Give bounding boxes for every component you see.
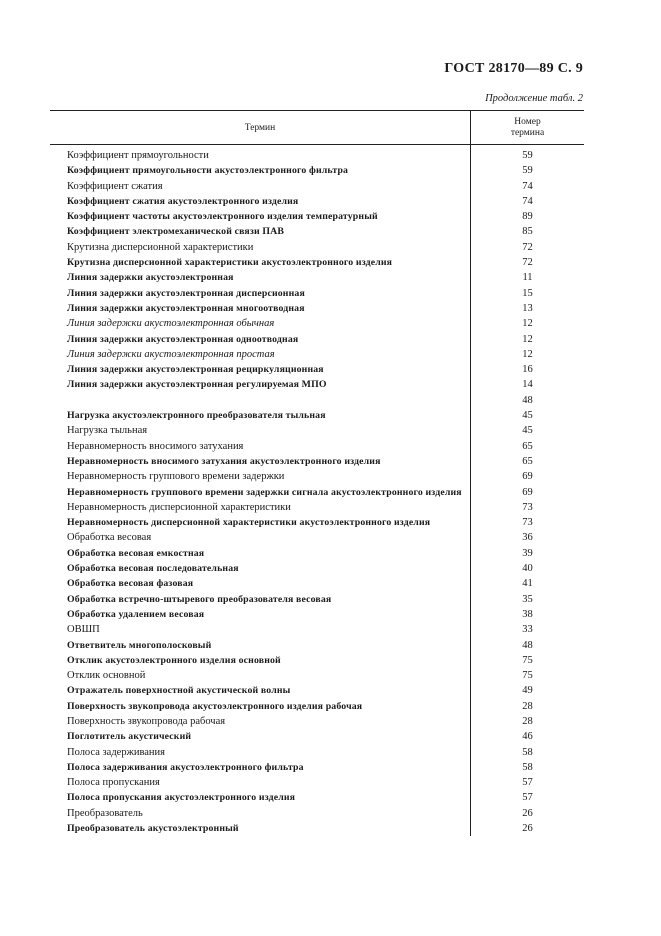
term-cell: Обработка весовая последовательная <box>67 563 239 575</box>
table-row <box>50 255 584 270</box>
term-number: 40 <box>522 563 533 575</box>
table-row <box>50 179 584 194</box>
term-number: 59 <box>522 150 533 161</box>
column-header-number-line2: термина <box>510 127 545 138</box>
number-cell <box>470 179 584 194</box>
term-number: 35 <box>522 593 533 605</box>
number-cell <box>470 163 584 178</box>
term-cell: Нагрузка тыльная <box>67 425 148 437</box>
number-cell <box>470 286 584 301</box>
term-cell: Неравномерность дисперсионной характеристики <box>67 501 291 513</box>
term-number: 69 <box>522 471 533 483</box>
term-cell: ОВШП <box>67 624 100 636</box>
number-cell <box>470 775 584 790</box>
term-cell: Поверхность звукопровода рабочая <box>67 715 226 727</box>
table-row <box>50 622 584 637</box>
term-number: 33 <box>522 624 533 636</box>
term-number: 36 <box>522 532 533 544</box>
number-cell <box>470 638 584 653</box>
number-cell <box>470 668 584 683</box>
term-number: 73 <box>522 517 533 529</box>
table-row <box>50 592 584 607</box>
table-row <box>50 301 584 316</box>
number-cell <box>470 194 584 209</box>
number-cell <box>470 209 584 224</box>
term-cell: Коэффициент прямоугольности акустоэлектронного фильтра <box>67 165 349 177</box>
term-number: 46 <box>522 731 533 743</box>
term-cell: Полоса задерживания акустоэлектронного фильтра <box>67 761 304 773</box>
number-cell <box>470 377 584 408</box>
table-row <box>50 668 584 683</box>
table-row <box>50 439 584 454</box>
term-cell: Поверхность звукопровода акустоэлектронного изделия рабочая <box>67 700 363 712</box>
term-number: 12 <box>522 318 533 330</box>
term-cell: Отклик акустоэлектронного изделия основной <box>67 654 281 666</box>
term-cell: Крутизна дисперсионной характеристики <box>67 241 254 253</box>
number-cell <box>470 255 584 270</box>
term-cell: Обработка весовая емкостная <box>67 547 205 559</box>
number-cell <box>470 301 584 316</box>
table-row <box>50 469 584 484</box>
number-cell <box>470 362 584 377</box>
term-cell: Неравномерность вносимого затухания акустоэлектронного изделия <box>67 455 381 467</box>
number-cell <box>470 270 584 285</box>
term-cell: Неравномерность дисперсионной характеристики акустоэлектронного изделия <box>67 517 431 529</box>
number-cell <box>470 576 584 591</box>
number-cell <box>470 485 584 500</box>
number-cell <box>470 561 584 576</box>
table-row <box>50 485 584 500</box>
term-cell: Линия задержки акустоэлектронная рециркуляционная <box>67 364 324 376</box>
number-cell <box>470 224 584 239</box>
term-cell: Поглотитель акустический <box>67 731 192 743</box>
table-row <box>50 714 584 729</box>
table-row <box>50 546 584 561</box>
term-number: 28 <box>522 715 533 727</box>
term-number: 72 <box>522 241 533 253</box>
term-number: 12 <box>522 333 533 345</box>
term-cell: Ответвитель многополосковый <box>67 639 212 651</box>
table-row <box>50 163 584 178</box>
term-cell: Обработка удалением весовая <box>67 608 205 620</box>
number-cell <box>470 515 584 530</box>
term-number: 58 <box>522 761 533 773</box>
table-row <box>50 790 584 805</box>
term-number: 14 <box>522 379 533 391</box>
column-header-number <box>470 111 584 144</box>
table-row <box>50 224 584 239</box>
table-row <box>50 576 584 591</box>
term-cell: Обработка встречно-штыревого преобразователя весовая <box>67 593 332 605</box>
term-cell: Отклик основной <box>67 670 146 682</box>
number-cell <box>470 546 584 561</box>
term-number: 48 <box>522 394 533 406</box>
term-number: 41 <box>522 578 533 590</box>
term-number: 13 <box>522 302 533 314</box>
table-row <box>50 806 584 821</box>
table-body <box>50 145 584 836</box>
table-row <box>50 270 584 285</box>
number-cell <box>470 760 584 775</box>
term-number: 45 <box>522 425 533 437</box>
term-number: 28 <box>522 700 533 712</box>
number-cell <box>470 500 584 515</box>
table-row <box>50 332 584 347</box>
table-row <box>50 362 584 377</box>
column-header-number-line1: Номер <box>514 116 541 127</box>
term-number: 15 <box>522 287 533 299</box>
term-number: 65 <box>522 455 533 467</box>
table-row <box>50 515 584 530</box>
number-cell <box>470 347 584 362</box>
term-cell: Преобразователь акустоэлектронный <box>67 823 239 835</box>
term-number: 49 <box>522 685 533 697</box>
term-cell: Коэффициент частоты акустоэлектронного изделия температурный <box>67 211 378 223</box>
number-cell <box>470 622 584 637</box>
table-row <box>50 377 584 408</box>
term-cell: Крутизна дисперсионной характеристики акустоэлектронного изделия <box>67 257 393 269</box>
table-row <box>50 683 584 698</box>
term-cell: Линия задержки акустоэлектронная <box>67 272 234 284</box>
term-cell: Коэффициент сжатия акустоэлектронного изделия <box>67 195 299 207</box>
number-cell <box>470 607 584 622</box>
term-number: 48 <box>522 639 533 651</box>
term-number: 11 <box>522 272 533 284</box>
term-number: 75 <box>522 670 533 682</box>
number-cell <box>470 683 584 698</box>
table-row <box>50 745 584 760</box>
term-number: 65 <box>522 440 533 452</box>
term-number: 74 <box>522 195 533 207</box>
table-row <box>50 821 584 836</box>
column-header-term: Термин <box>244 122 276 133</box>
term-number: 72 <box>522 257 533 269</box>
term-cell: Полоса пропускания <box>67 777 160 789</box>
document-header: ГОСТ 28170—89 С. 9 <box>444 61 583 76</box>
term-number: 85 <box>522 226 533 238</box>
table-row <box>50 607 584 622</box>
term-number: 75 <box>522 654 533 666</box>
term-cell: Коэффициент сжатия <box>67 180 163 192</box>
table-row <box>50 500 584 515</box>
term-number: 57 <box>522 777 533 789</box>
number-cell <box>470 408 584 423</box>
term-cell: Коэффициент электромеханической связи ПАВ <box>67 226 285 238</box>
term-cell: Неравномерность группового времени задержки <box>67 471 285 483</box>
number-cell <box>470 745 584 760</box>
number-cell <box>470 653 584 668</box>
term-number: 26 <box>522 823 533 835</box>
number-cell <box>470 423 584 438</box>
term-cell: Полоса задерживания <box>67 746 166 758</box>
term-number: 45 <box>522 410 533 422</box>
term-number: 12 <box>522 348 533 360</box>
term-cell: Линия задержки акустоэлектронная дисперсионная <box>67 287 305 299</box>
term-cell: Обработка весовая <box>67 532 152 544</box>
table-row <box>50 653 584 668</box>
table-row <box>50 316 584 331</box>
term-number: 26 <box>522 807 533 819</box>
term-cell: Преобразователь <box>67 807 143 819</box>
term-cell: Линия задержки акустоэлектронная регулируемая МПО <box>67 379 327 391</box>
term-number: 73 <box>522 501 533 513</box>
number-cell <box>470 316 584 331</box>
number-cell <box>470 790 584 805</box>
term-number: 39 <box>522 547 533 559</box>
term-number: 74 <box>522 180 533 192</box>
term-cell: Линия задержки акустоэлектронная многоотводная <box>67 302 305 314</box>
term-cell: Обработка весовая фазовая <box>67 578 194 590</box>
table-row <box>50 209 584 224</box>
term-cell: Линия задержки акустоэлектронная простая <box>67 348 275 360</box>
number-cell <box>470 699 584 714</box>
table-row <box>50 347 584 362</box>
term-number: 38 <box>522 608 533 620</box>
table-row <box>50 729 584 744</box>
term-cell: Неравномерность вносимого затухания <box>67 440 244 452</box>
term-number: 59 <box>522 165 533 177</box>
table-row <box>50 408 584 423</box>
table-continuation-note: Продолжение табл. 2 <box>485 93 583 104</box>
term-number: 57 <box>522 792 533 804</box>
table-header <box>50 110 584 145</box>
table-row <box>50 561 584 576</box>
term-number: 16 <box>522 364 533 376</box>
number-cell <box>470 332 584 347</box>
table-row <box>50 699 584 714</box>
table-row <box>50 530 584 545</box>
number-cell <box>470 145 584 163</box>
table-row <box>50 775 584 790</box>
number-cell <box>470 469 584 484</box>
number-cell <box>470 439 584 454</box>
term-number: 69 <box>522 486 533 498</box>
term-cell: Коэффициент прямоугольности <box>67 150 209 161</box>
table-row <box>50 638 584 653</box>
table-row <box>50 454 584 469</box>
table-row <box>50 423 584 438</box>
term-number: 58 <box>522 746 533 758</box>
number-cell <box>470 530 584 545</box>
table-row <box>50 145 584 163</box>
term-cell: Отражатель поверхностной акустической волны <box>67 685 291 697</box>
term-cell: Нагрузка акустоэлектронного преобразователя тыльная <box>67 410 326 422</box>
term-cell: Линия задержки акустоэлектронная обычная <box>67 318 275 330</box>
table-row <box>50 194 584 209</box>
term-cell: Линия задержки акустоэлектронная одноотводная <box>67 333 299 345</box>
number-cell <box>470 454 584 469</box>
table-row <box>50 240 584 255</box>
number-cell <box>470 240 584 255</box>
number-cell <box>470 714 584 729</box>
number-cell <box>470 821 584 836</box>
number-cell <box>470 806 584 821</box>
number-cell <box>470 729 584 744</box>
number-cell <box>470 592 584 607</box>
term-cell: Неравномерность группового времени задержки сигнала акустоэлектронного изделия <box>67 486 462 498</box>
table-row <box>50 286 584 301</box>
terms-table <box>50 110 584 836</box>
term-number: 89 <box>522 211 533 223</box>
term-cell: Полоса пропускания акустоэлектронного изделия <box>67 792 296 804</box>
table-row <box>50 760 584 775</box>
